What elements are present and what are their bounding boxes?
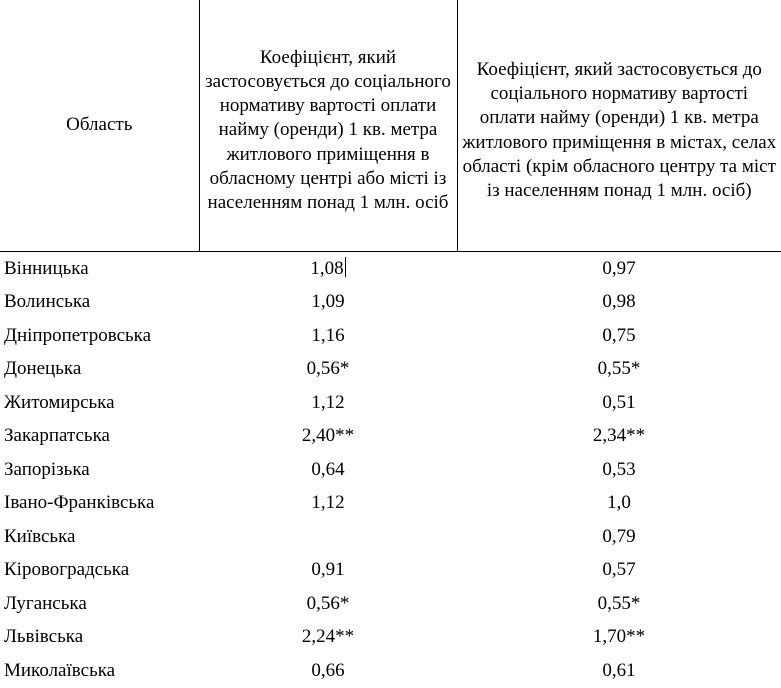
region-cell: Львівська (4, 626, 84, 648)
table-row (0, 386, 781, 420)
center-value-cell: 1,12 (311, 492, 345, 514)
region-cell: Київська (4, 525, 76, 547)
table-header (0, 0, 781, 252)
table-row (0, 621, 781, 655)
center-value-cell: 1,16 (311, 324, 345, 346)
table-body (0, 252, 781, 688)
header-row (0, 0, 781, 252)
region-cell: Миколаївська (4, 659, 116, 681)
region-cell: Донецька (4, 358, 82, 380)
center-value-cell (199, 520, 457, 554)
table-row (0, 554, 781, 588)
other-value-cell: 0,51 (602, 391, 636, 413)
center-value-cell: 1,09 (311, 291, 345, 313)
other-value-cell: 0,97 (602, 257, 636, 279)
other-value-cell: 0,79 (602, 525, 636, 547)
header-center-coefficient: Коефіцієнт, який застосовується до соціального нормативу вартості оплати найму (оренди) 1 кв. метра житлового приміщення в обласному центрі або місті із населенням понад 1 млн. осіб (199, 0, 457, 252)
center-value-cell: 0,66 (311, 659, 345, 681)
region-cell: Луганська (4, 592, 87, 614)
region-cell: Запорізька (4, 458, 90, 480)
other-value-cell: 0,55* (597, 358, 641, 380)
center-value-cell: 0,91 (311, 559, 345, 581)
text-cursor (345, 257, 346, 277)
table-row (0, 420, 781, 454)
table-row (0, 520, 781, 554)
header-region: Область (0, 0, 199, 252)
other-value-cell: 0,57 (602, 559, 636, 581)
center-value-cell: 2,24** (301, 626, 355, 648)
other-value-cell: 1,0 (607, 492, 631, 514)
region-cell: Вінницька (4, 257, 89, 279)
region-cell: Дніпропетровська (4, 324, 152, 346)
region-cell: Житомирська (4, 391, 115, 413)
other-value-cell: 2,34** (592, 425, 646, 447)
table-row (0, 319, 781, 353)
center-value-cell: 2,40** (301, 425, 355, 447)
table-row (0, 252, 781, 286)
table-row (0, 453, 781, 487)
other-value-cell: 0,98 (602, 291, 636, 313)
center-value-cell: 1,12 (311, 391, 345, 413)
center-value-cell: 0,56* (306, 358, 350, 380)
table-row (0, 353, 781, 387)
region-cell: Кіровоградська (4, 559, 130, 581)
center-value-cell: 0,64 (311, 458, 345, 480)
region-cell: Волинська (4, 291, 91, 313)
other-value-cell: 0,61 (602, 659, 636, 681)
center-value-cell[interactable] (199, 252, 457, 286)
other-value-cell: 0,55* (597, 592, 641, 614)
other-value-cell: 0,75 (602, 324, 636, 346)
header-other-coefficient: Коефіцієнт, який застосовується до соціального нормативу вартості оплати найму (оренди) 1 кв. метра житлового приміщення в містах, селах області (крім обласного центру та міст із населенням понад 1 млн. осіб) (457, 0, 781, 252)
table-row (0, 286, 781, 320)
center-value: 1,08 (310, 258, 344, 280)
table-row (0, 487, 781, 521)
table-row (0, 587, 781, 621)
other-value-cell: 1,70** (592, 626, 646, 648)
table-row (0, 654, 781, 688)
other-value-cell: 0,53 (602, 458, 636, 480)
region-cell: Івано-Франківська (4, 492, 155, 514)
center-value-cell: 0,56* (306, 592, 350, 614)
region-cell: Закарпатська (4, 425, 110, 447)
